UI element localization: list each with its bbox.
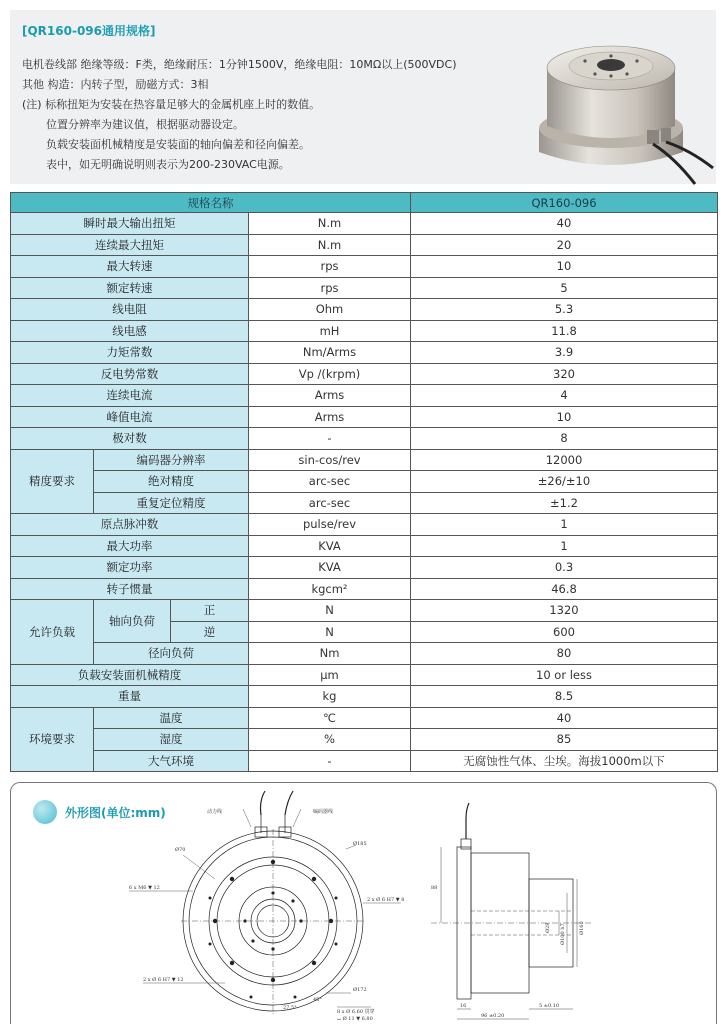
row-unit: Nm/Arms [249,342,411,364]
row-label: 转子惯量 [11,578,249,600]
row-value: 10 [411,256,718,278]
row-value: 11.8 [411,320,718,342]
row-value: ±1.2 [411,492,718,514]
dim-d70: Ø70 [175,847,186,853]
row-label: 最大转速 [11,256,249,278]
row-unit: Nm [249,643,411,665]
table-row [11,643,718,665]
table-row [11,342,718,364]
row-label: 编码器分辨率 [94,449,249,471]
row-unit: sin-cos/rev [249,449,411,471]
row-label: 线电感 [11,320,249,342]
row-label: 线电阻 [11,299,249,321]
row-value: 8.5 [411,686,718,708]
table-row [11,213,718,235]
note-line-1: (注) 标称扭矩为安装在热容量足够大的金属机座上时的数值。 [22,98,321,111]
row-value: 12000 [411,449,718,471]
row-value: 5.3 [411,299,718,321]
row-label: 峰值电流 [11,406,249,428]
drawing-title: 外形图(单位:mm) [65,806,166,820]
row-unit: N.m [249,234,411,256]
row-unit: Arms [249,406,411,428]
row-label: 温度 [94,707,249,729]
row-value: 4 [411,385,718,407]
row-unit: N.m [249,213,411,235]
group-label-environment: 环境要求 [11,707,94,772]
group-label-precision: 精度要求 [11,449,94,514]
dim-w96: 96 ±0.20 [481,1013,505,1019]
table-row [11,492,718,514]
table-row [11,557,718,579]
row-label: 原点脉冲数 [11,514,249,536]
power-line-label: 动力线 [207,809,223,815]
spec-header-box [10,10,716,184]
table-row [11,686,718,708]
row-unit: kgcm² [249,578,411,600]
row-unit: Ohm [249,299,411,321]
structure-line: 其他 构造：内转子型，励磁方式：3相 [22,78,209,91]
dim-d172: Ø172 [353,987,367,993]
row-label: 负载安装面机械精度 [11,664,249,686]
row-value: 320 [411,363,718,385]
table-row [11,385,718,407]
row-label: 瞬时最大输出扭矩 [11,213,249,235]
row-value: 无腐蚀性气体、尘埃。海拔1000m以下 [411,750,718,772]
row-value: 1 [411,535,718,557]
table-row [11,707,718,729]
row-label: 力矩常数 [11,342,249,364]
row-value: ±26/±10 [411,471,718,493]
dim-holes-h7-a: 2 x Ø 6 H7 ▼ 8 [367,897,405,903]
row-value: 8 [411,428,718,450]
dim-w16: 16 [460,1003,467,1009]
outline-drawing [11,783,718,1024]
row-unit: ℃ [249,707,411,729]
row-value: 40 [411,213,718,235]
dim-holes-h7-b: 2 x Ø 6 H7 ▼ 12 [143,977,184,983]
row-unit: N [249,600,411,622]
motor-product-image [525,28,715,188]
row-unit: - [249,428,411,450]
row-value: 46.8 [411,578,718,600]
encoder-line-label: 编码器线 [313,809,334,815]
table-row [11,600,718,622]
table-header-row [11,193,718,213]
row-label: 极对数 [11,428,249,450]
spec-title: [QR160-096通用规格] [22,24,156,38]
dim-d100: Ø100 h7 [560,923,566,945]
row-unit: mH [249,320,411,342]
table-row [11,299,718,321]
row-label: 绝对精度 [94,471,249,493]
table-row [11,406,718,428]
row-value: 5 [411,277,718,299]
row-unit: - [249,750,411,772]
insulation-line: 电机卷线部 绝缘等级：F类，绝缘耐压：1分钟1500V，绝缘电阻：10MΩ以上(500VDC) [22,58,457,71]
row-unit: rps [249,256,411,278]
row-label: 逆 [171,621,249,643]
table-row [11,750,718,772]
row-label: 重复定位精度 [94,492,249,514]
dim-angle-b: 45° [313,997,322,1003]
row-unit: KVA [249,557,411,579]
note-line-3: 负载安装面机械精度是安装面的轴向偏差和径向偏差。 [46,138,310,151]
row-label: 重量 [11,686,249,708]
dim-angle-a: 27.5° [283,1005,297,1011]
row-value: 1320 [411,600,718,622]
row-unit: rps [249,277,411,299]
table-row [11,664,718,686]
spec-table [10,192,718,772]
row-label: 湿度 [94,729,249,751]
dim-holes-m6: 6 x M6 ▼ 12 [129,885,160,891]
row-value: 3.9 [411,342,718,364]
dim-d28: Ø28 [545,922,551,933]
row-value: 10 [411,406,718,428]
header-spec-name: 规格名称 [11,193,411,213]
table-row [11,320,718,342]
row-value: 20 [411,234,718,256]
note-line-4: 表中，如无明确说明则表示为200-230VAC电源。 [46,158,290,171]
row-label: 大气环境 [94,750,249,772]
row-unit: μm [249,664,411,686]
table-row [11,428,718,450]
row-value: 85 [411,729,718,751]
row-unit: kg [249,686,411,708]
outline-drawing-panel [10,782,717,1024]
row-value: 10 or less [411,664,718,686]
row-label: 径向负荷 [94,643,249,665]
row-value: 80 [411,643,718,665]
row-unit: KVA [249,535,411,557]
table-row [11,471,718,493]
row-label: 连续电流 [11,385,249,407]
table-row [11,729,718,751]
row-label: 额定转速 [11,277,249,299]
dim-holes-660: 8 x Ø 6.60 贯穿 [337,1009,375,1015]
dim-d185: Ø185 [353,841,367,847]
table-row [11,449,718,471]
dim-h88: 88 [431,885,438,891]
row-value: 600 [411,621,718,643]
row-value: 0.3 [411,557,718,579]
note-line-2: 位置分辨率为建议值，根据驱动器设定。 [46,118,244,131]
table-row [11,363,718,385]
row-label: 正 [171,600,249,622]
group-label-axial: 轴向负荷 [94,600,171,643]
group-label-load: 允许负载 [11,600,94,665]
table-row [11,514,718,536]
row-label: 最大功率 [11,535,249,557]
header-model: QR160-096 [411,193,718,213]
row-unit: pulse/rev [249,514,411,536]
table-row [11,256,718,278]
row-label: 反电势常数 [11,363,249,385]
row-label: 连续最大扭矩 [11,234,249,256]
table-row [11,535,718,557]
row-unit: % [249,729,411,751]
row-value: 40 [411,707,718,729]
row-unit: arc-sec [249,492,411,514]
row-label: 额定功率 [11,557,249,579]
dim-holes-11: ⌴ Ø 11 ▼ 6.80 [337,1016,373,1022]
table-row [11,578,718,600]
row-unit: N [249,621,411,643]
table-row [11,234,718,256]
row-unit: arc-sec [249,471,411,493]
row-value: 1 [411,514,718,536]
dim-w5: 5 ±0.10 [539,1003,560,1009]
row-unit: Vp /(krpm) [249,363,411,385]
dim-d160: Ø160 [579,921,585,935]
row-unit: Arms [249,385,411,407]
table-row [11,277,718,299]
